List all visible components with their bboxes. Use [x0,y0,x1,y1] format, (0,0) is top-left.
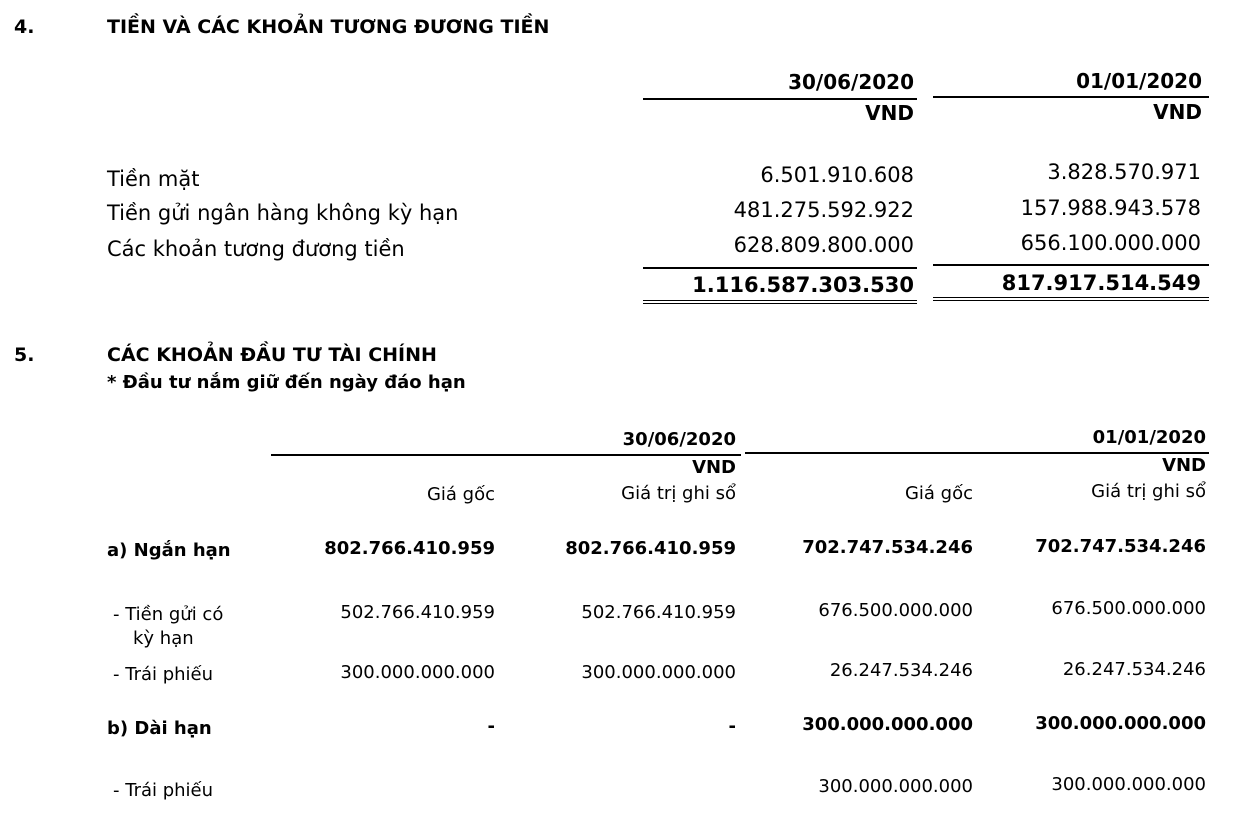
s5-deposits-label-line2: kỳ hạn [133,628,194,649]
section-5-number: 5. [14,344,35,366]
s4-total-v2: 817.917.514.549 [1001,271,1201,295]
s5-bonds-short-v2: 300.000.000.000 [581,662,736,683]
s5-period-rule-1 [271,454,741,456]
s4-row-cash-equivalents-v2: 656.100.000.000 [1020,231,1201,255]
s4-row-cash-equivalents-label: Các khoản tương đương tiền [107,237,405,261]
s4-header-rule-2 [933,96,1209,98]
s4-row-cash-v1: 6.501.910.608 [760,163,914,187]
s5-period-unit-1: VND [692,457,736,478]
s5-long-term-v3: 300.000.000.000 [802,714,973,735]
s4-total-double-rule-1a [643,300,917,301]
s5-deposits-v4: 676.500.000.000 [1051,598,1206,619]
s5-period-unit-2: VND [1162,455,1206,476]
s4-header-date-2: 01/01/2020 [1076,69,1202,93]
s4-row-cash-equivalents-v1: 628.809.800.000 [733,233,914,257]
s4-header-unit-2: VND [1153,100,1202,124]
s5-long-term-v4: 300.000.000.000 [1035,713,1206,734]
s4-header-date-1: 30/06/2020 [788,70,914,94]
section-4-title: TIỀN VÀ CÁC KHOẢN TƯƠNG ĐƯƠNG TIỀN [107,16,550,38]
s5-long-term-v2: - [728,716,736,737]
section-4-number: 4. [14,16,35,38]
s4-total-double-rule-2b [933,300,1209,301]
s4-row-cash-v2: 3.828.570.971 [1047,160,1201,184]
s5-short-term-v4: 702.747.534.246 [1035,536,1206,557]
s4-total-rule-top-1 [643,267,917,269]
s5-deposits-v1: 502.766.410.959 [340,602,495,623]
s5-col-header-book-2: Giá trị ghi sổ [1091,481,1206,502]
s5-bonds-long-v3: 300.000.000.000 [818,776,973,797]
s5-short-term-v2: 802.766.410.959 [565,538,736,559]
s5-bonds-short-v3: 26.247.534.246 [829,660,973,681]
s5-short-term-v1: 802.766.410.959 [324,538,495,559]
s5-bonds-long-v4: 300.000.000.000 [1051,774,1206,795]
s4-total-v1: 1.116.587.303.530 [692,273,914,297]
s4-row-demand-deposit-v2: 157.988.943.578 [1020,196,1201,220]
s4-header-rule-1 [643,98,917,100]
s4-header-unit-1: VND [865,101,914,125]
s5-bonds-long-label: - Trái phiếu [113,780,214,801]
s5-period-date-1: 30/06/2020 [622,429,736,450]
s5-deposits-v2: 502.766.410.959 [581,602,736,623]
s5-col-header-book-1: Giá trị ghi sổ [621,483,736,504]
section-5-subtitle: * Đầu tư nắm giữ đến ngày đáo hạn [107,372,466,393]
s5-deposits-label-line1: - Tiền gửi có [113,604,224,625]
s4-row-demand-deposit-v1: 481.275.592.922 [733,198,914,222]
s5-bonds-short-v4: 26.247.534.246 [1062,659,1206,680]
s5-long-term-v1: - [487,716,495,737]
s4-total-double-rule-2a [933,297,1209,298]
s4-row-cash-label: Tiền mặt [107,167,200,191]
s5-period-rule-2 [745,452,1209,454]
section-5-title: CÁC KHOẢN ĐẦU TƯ TÀI CHÍNH [107,344,437,366]
s5-col-header-cost-2: Giá gốc [904,483,973,504]
s4-total-double-rule-1b [643,303,917,304]
s5-deposits-v3: 676.500.000.000 [818,600,973,621]
s4-row-demand-deposit-label: Tiền gửi ngân hàng không kỳ hạn [107,201,459,225]
s5-bonds-short-label: - Trái phiếu [113,664,214,685]
s5-col-header-cost-1: Giá gốc [426,484,495,505]
s5-bonds-short-v1: 300.000.000.000 [340,662,495,683]
s5-short-term-v3: 702.747.534.246 [802,537,973,558]
s5-short-term-label: a) Ngắn hạn [107,540,231,561]
s5-long-term-label: b) Dài hạn [107,718,212,739]
s4-total-rule-top-2 [933,264,1209,266]
s5-period-date-2: 01/01/2020 [1092,427,1206,448]
